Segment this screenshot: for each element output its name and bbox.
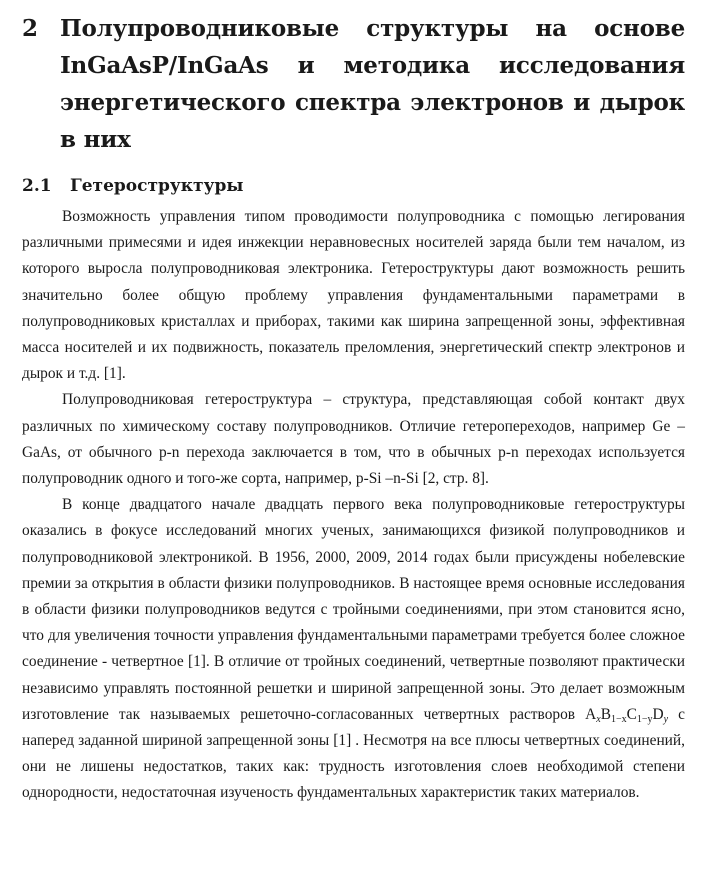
quaternary-formula: $A_xB_{1-x}C_{1-y}D_y$ <box>585 705 669 725</box>
document-page <box>22 10 685 807</box>
chapter-number: 2 <box>22 15 38 42</box>
section-number: 2.1 <box>22 176 52 196</box>
paragraph-3 <box>22 492 685 806</box>
chapter-heading <box>22 10 685 158</box>
chapter-title: Полупроводниковые структуры на основе InGaAsP/InGaAs и методика исследования энергетического спектра электронов и дырок в них <box>60 15 685 153</box>
section-heading <box>22 174 685 198</box>
paragraph-2: Полупроводниковая гетероструктура – структура, представляющая собой контакт двух различных по химическому составу полупроводников. Отличие гетеропереходов, например Ge –GaAs, от обычного p-n перехода заключается в том, что в обычных p-n переходах используется полупроводник одного и того-же сорта, например, p-Si –n-Si [2, стр. 8]. <box>22 391 685 488</box>
paragraph-3-text: В конце двадцатого начале двадцать первого века полупроводниковые гетероструктуры оказались в фокусе исследований многих ученых, занимающихся физикой полупроводников и полупроводниковой электроникой. В 1956, 2000, 2009, 2014 годах были присуждены нобелевские премии за открытия в области физики полупроводников. В настоящее время основные исследования в области физики полупроводников ведутся с тройными соединениями, при этом становится ясно, что для увеличения точности управления фундаментальными параметрами требуется более сложное соединение - четвертное [1]. В отличие от тройных соединений, четвертные позволяют практически независимо управлять постоянной решетки и шириной запрещенной зоны. Это делает возможным изготовление так называемых решеточно-согласованных четвертных растворов <box>22 496 685 723</box>
section-title: Гетероструктуры <box>70 176 244 196</box>
paragraph-1: Возможность управления типом проводимости полупроводника с помощью легирования различными примесями и идея инжекции неравновесных носителей заряда были тем началом, из которого выросла полупроводниковая электроника. Гетероструктуры дают возможность решить значительно более общую проблему управления фундаментальными параметрами в полупроводниковых кристаллах и приборах, такими как ширина запрещенной зоны, эффективная масса носителей и их подвижность, показатель преломления, энергетический спектр электронов и дырок и т.д. [1]. <box>22 208 685 383</box>
paragraph-3-tail: с наперед заданной шириной запрещенной зоны [1] . Несмотря на все плюсы четвертных соединений, они не лишены недостатков, таких как: трудность изготовления слоев необходимой степени однородности, недостаточная изученость фундаментальных характеристик таких материалов. <box>22 705 685 802</box>
